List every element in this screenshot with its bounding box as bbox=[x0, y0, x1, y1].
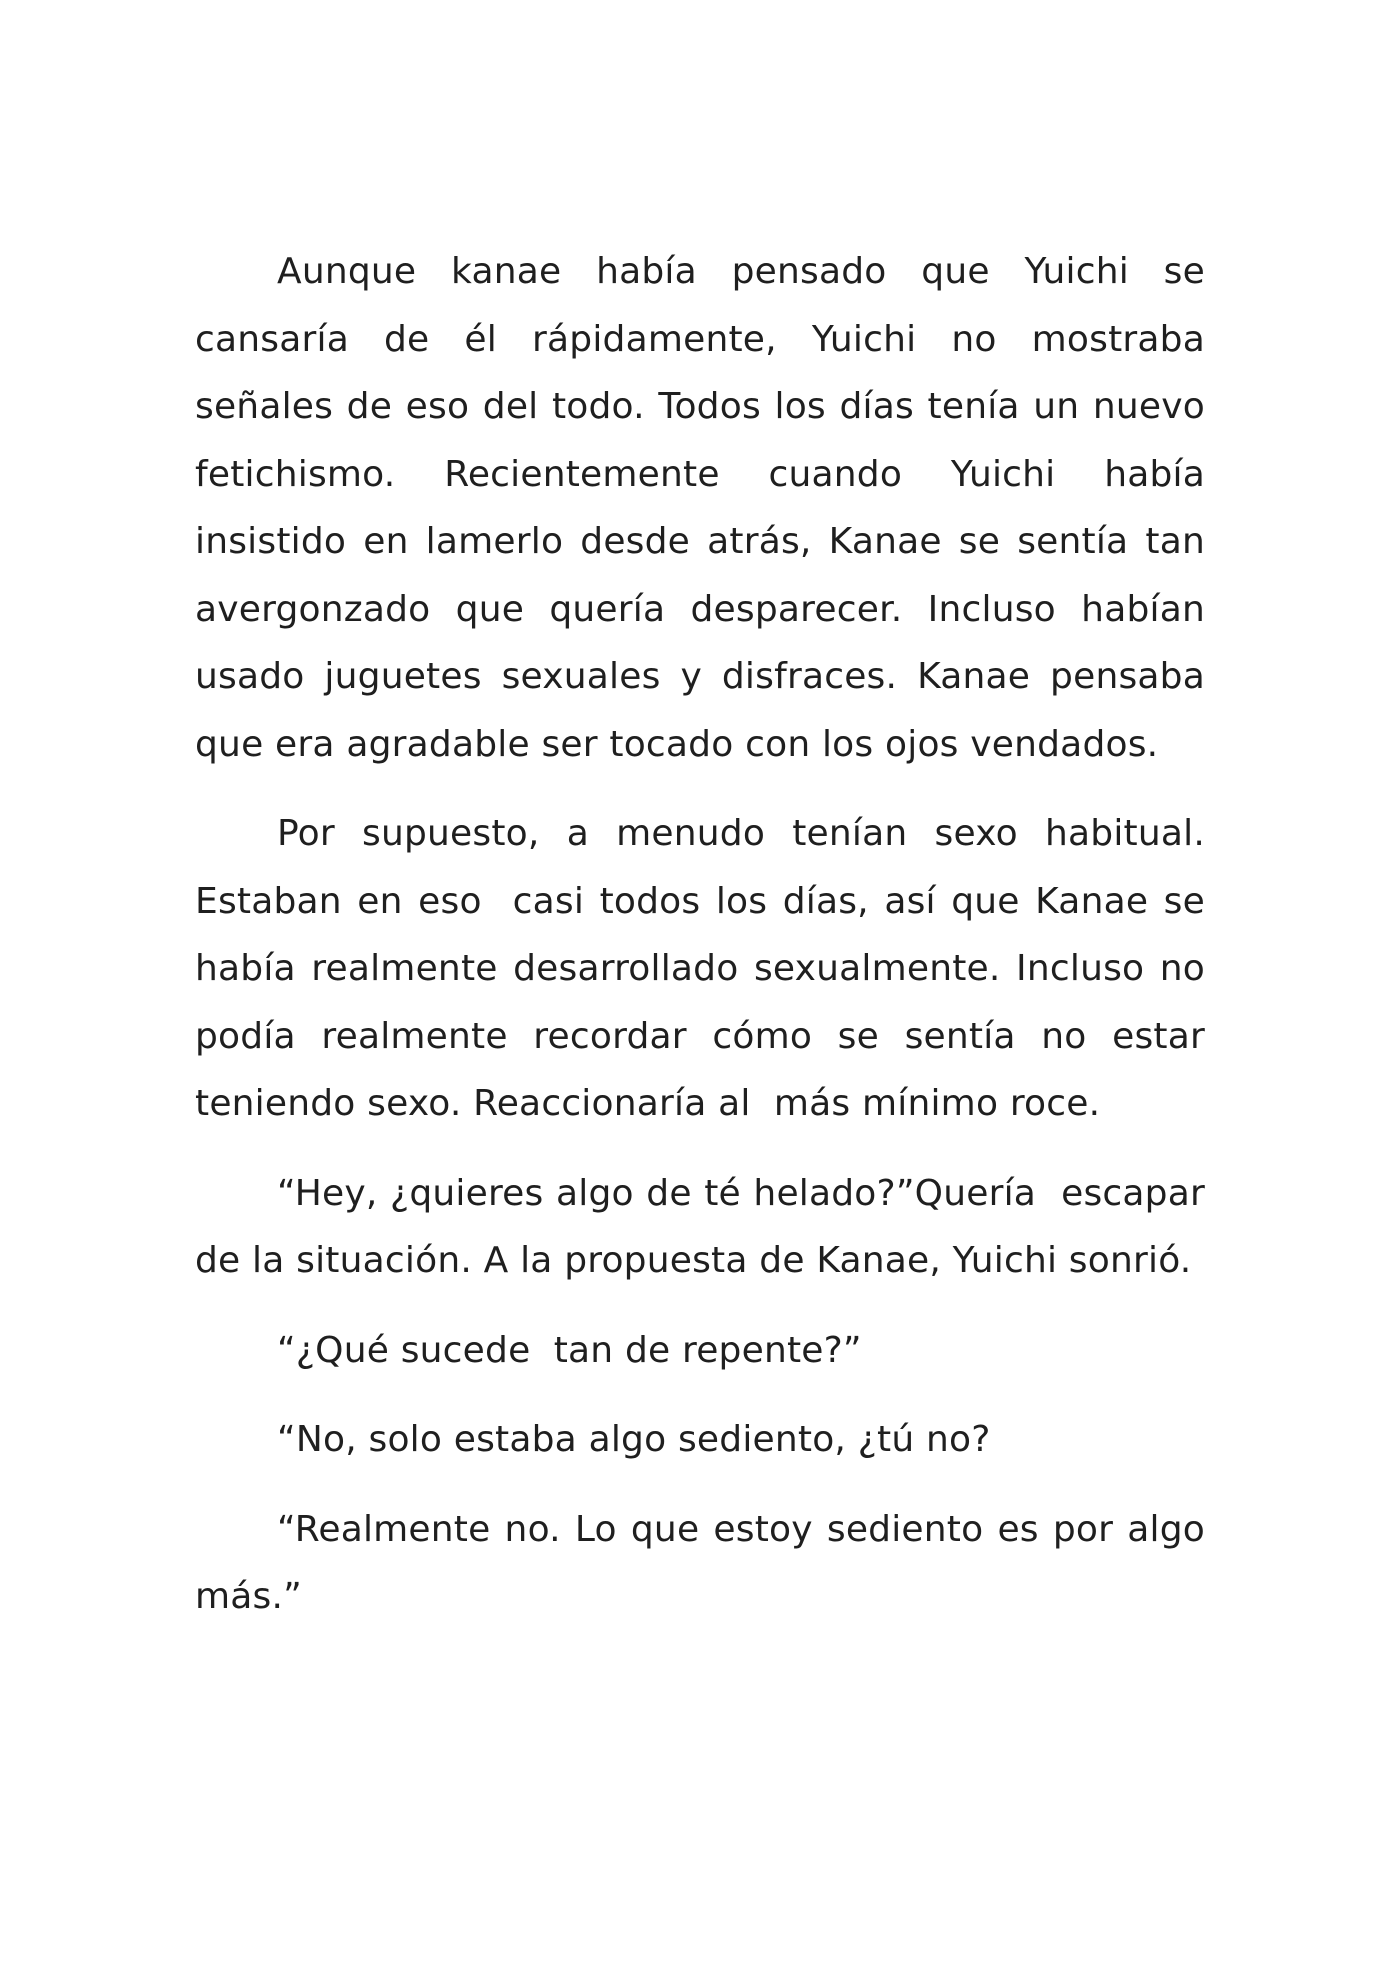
paragraph-3: “Hey, ¿quieres algo de té helado?”Quería escapar de la situación. A la propuesta de Kanae, Yuichi sonrió. bbox=[195, 1172, 1217, 1281]
paragraph-1: Aunque kanae había pensado que Yuichi se cansaría de él rápidamente, Yuichi no mostraba señales de eso del todo. Todos los días tenía un nuevo fetichismo. Recientemente cuando Yuichi había insistido en lamerlo desde atrás, Kanae se sentía tan avergonzado que quería desparecer. Incluso habían usado juguetes sexuales y disfraces. Kanae pensaba que era agradable ser tocado con los ojos vendados. bbox=[195, 251, 1217, 765]
paragraph-4: “¿Qué sucede tan de repente?” bbox=[277, 1329, 862, 1371]
paragraph-2: Por supuesto, a menudo tenían sexo habitual. Estaban en eso casi todos los días, así que Kanae se había realmente desarrollado sexualmente. Incluso no podía realmente recordar cómo se sentía no estar teniendo sexo. Reaccionaría al más mínimo roce. bbox=[195, 813, 1217, 1124]
paragraph-6: “Realmente no. Lo que estoy sediento es por algo más.” bbox=[195, 1508, 1217, 1617]
body-text bbox=[195, 238, 1217, 1653]
paragraph-5: “No, solo estaba algo sediento, ¿tú no? bbox=[277, 1419, 991, 1460]
